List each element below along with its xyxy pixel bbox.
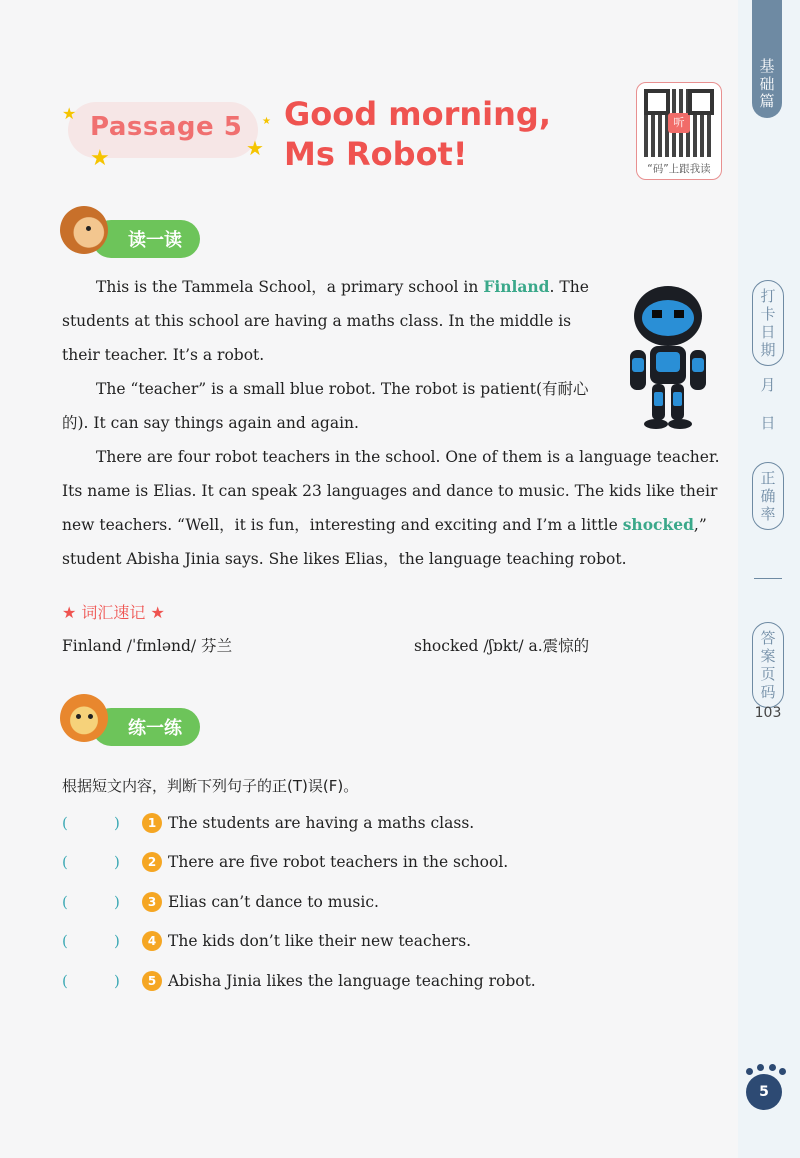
- answer-bracket-close: ): [114, 932, 120, 950]
- right-sidebar: [738, 0, 800, 1158]
- checkin-char: 期: [760, 341, 776, 359]
- question-number: 2: [142, 852, 162, 872]
- question-number: 3: [142, 892, 162, 912]
- answer-bracket-open: (: [62, 932, 68, 950]
- highlight-shocked: shocked: [622, 515, 694, 534]
- mascot-eye: [86, 226, 91, 231]
- paw-toe-icon: [779, 1068, 786, 1075]
- answer-char: 码: [760, 683, 776, 701]
- answer-char: 答: [760, 629, 776, 647]
- read-section-tag: 读一读: [92, 220, 200, 258]
- tab-char: 础: [759, 74, 775, 93]
- question-row-4: [62, 928, 471, 954]
- checkin-date-label: [752, 280, 784, 366]
- answer-char: 页: [760, 665, 776, 683]
- mascot-eye: [88, 714, 93, 719]
- paw-toe-icon: [757, 1064, 764, 1071]
- paragraph-3: There are four robot teachers in the school. One of them is a language teacher. Its name is Elias. It can speak 23 languages and dance to music. The kids like their new teachers. “Well，it is fun，interesting and exciting and I’m a little shocked,” student Abisha Jinia says. She likes Elias，the language teaching robot.: [62, 448, 720, 568]
- question-row-2: [62, 849, 508, 875]
- answer-page-label: [752, 622, 784, 708]
- question-row-1: [62, 810, 474, 836]
- section-tab: [752, 0, 782, 118]
- passage-label: Passage 5: [90, 112, 243, 142]
- answer-bracket-close: ): [114, 853, 120, 871]
- accuracy-char: 确: [760, 487, 776, 505]
- qr-code-icon: [644, 89, 714, 157]
- title-line-2: Ms Robot!: [284, 135, 468, 173]
- question-row-5: [62, 968, 536, 994]
- answer-bracket-close: ): [114, 972, 120, 990]
- month-label: 月: [760, 376, 776, 394]
- answer-char: 案: [760, 647, 776, 665]
- answer-bracket-open: (: [62, 853, 68, 871]
- paw-toe-icon: [769, 1064, 776, 1071]
- accuracy-rule: [754, 578, 782, 579]
- question-number: 5: [142, 971, 162, 991]
- paragraph-2: The “teacher” is a small blue robot. The robot is patient(有耐心的). It can say things again and again.: [62, 380, 589, 432]
- listen-badge: 听: [668, 113, 690, 133]
- audio-qr-code[interactable]: [636, 82, 722, 180]
- star-icon: ★: [62, 104, 77, 123]
- question-row-3: [62, 889, 379, 915]
- answer-bracket-open: (: [62, 972, 68, 990]
- checkin-char: 卡: [760, 305, 776, 323]
- question-number: 4: [142, 931, 162, 951]
- accuracy-char: 率: [760, 505, 776, 523]
- answer-bracket-close: ): [114, 893, 120, 911]
- page-number: 5: [746, 1074, 782, 1110]
- vocab-item-shocked: shocked /ʃɒkt/ a.震惊的: [414, 637, 590, 655]
- accuracy-label: [752, 462, 784, 530]
- vocab-item-finland: Finland /ˈfɪnlənd/ 芬兰: [62, 637, 233, 655]
- lion-mascot-icon: [60, 694, 108, 742]
- checkin-char: 打: [760, 287, 776, 305]
- paw-toe-icon: [746, 1068, 753, 1075]
- mascot-eye: [76, 714, 81, 719]
- question-number: 1: [142, 813, 162, 833]
- star-icon: ★: [90, 146, 110, 171]
- highlight-finland: Finland: [483, 277, 550, 296]
- checkin-char: 日: [760, 323, 776, 341]
- page-title: [284, 94, 551, 174]
- day-label: 日: [760, 414, 776, 432]
- paragraph-1: This is the Tammela School，a primary school in Finland. The students at this school are having a maths class. In the middle is their teacher. It’s a robot.: [62, 277, 589, 364]
- answer-bracket-open: (: [62, 814, 68, 832]
- practice-section-tag: 练一练: [92, 708, 200, 746]
- tab-char: 篇: [759, 91, 775, 110]
- question-text: Elias can’t dance to music.: [168, 893, 379, 911]
- star-icon: ★: [262, 116, 271, 127]
- vocab-title: ★ 词汇速记 ★: [62, 603, 165, 622]
- hedgehog-mascot-icon: [60, 206, 108, 254]
- tab-char: 基: [759, 57, 775, 76]
- title-line-1: Good morning,: [284, 95, 551, 133]
- question-text: There are five robot teachers in the school.: [168, 853, 509, 871]
- robot-illustration: [612, 280, 724, 430]
- answer-bracket-open: (: [62, 893, 68, 911]
- question-text: Abisha Jinia likes the language teaching robot.: [168, 972, 536, 990]
- qr-caption: “码”上跟我读: [647, 163, 711, 175]
- instruction-text: 根据短文内容，判断下列句子的正(T)误(F)。: [62, 777, 359, 795]
- answer-page-number: 103: [754, 705, 782, 721]
- answer-bracket-close: ): [114, 814, 120, 832]
- question-text: The kids don’t like their new teachers.: [168, 932, 472, 950]
- accuracy-char: 正: [760, 469, 776, 487]
- star-icon: ★: [246, 136, 264, 160]
- question-text: The students are having a maths class.: [168, 814, 475, 832]
